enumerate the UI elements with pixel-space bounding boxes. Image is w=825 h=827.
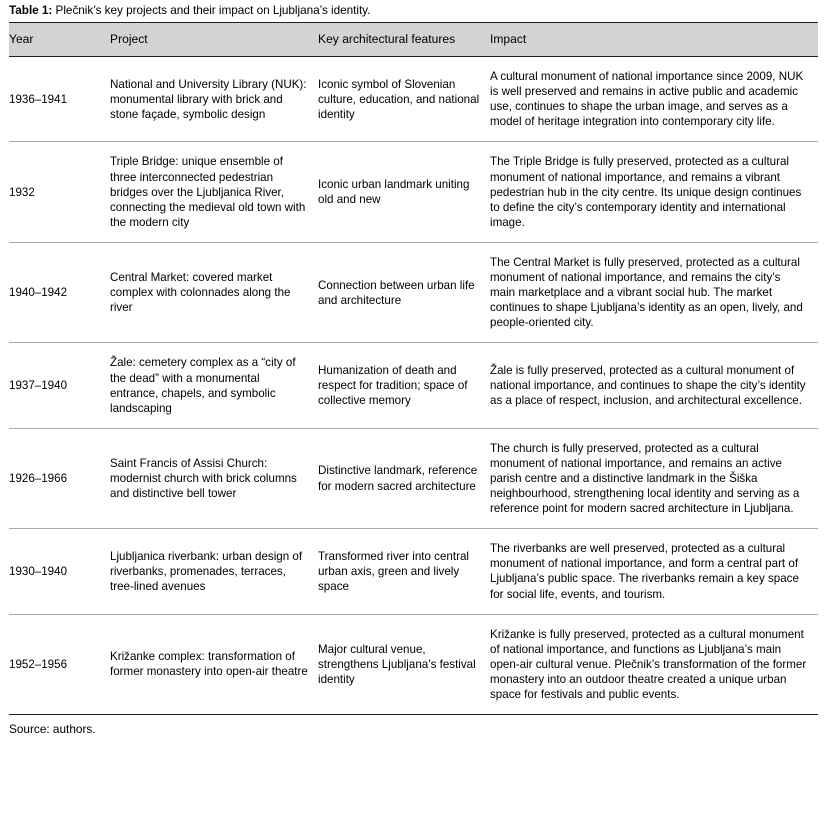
table-row <box>9 529 818 614</box>
cell-project: Triple Bridge: unique ensemble of three interconnected pedestrian bridges over the Ljubljanica River, connecting the medieval old town with the modern city <box>110 142 318 242</box>
cell-impact: The Central Market is fully preserved, protected as a cultural monument of national importance, and remains the city’s main marketplace and a vibrant social hub. The market continues to shape Ljubljana’s identity as an open, lively, and people-oriented city. <box>490 242 818 342</box>
table-row <box>9 428 818 528</box>
header-row <box>9 23 818 57</box>
table-body <box>9 57 818 715</box>
column-header-features: Key architectural features <box>318 23 490 57</box>
column-header-year: Year <box>9 23 110 57</box>
table-row <box>9 242 818 342</box>
table-header <box>9 23 818 57</box>
cell-features: Major cultural venue, strengthens Ljubljana’s festival identity <box>318 614 490 714</box>
table-container <box>9 22 818 715</box>
table-row <box>9 614 818 714</box>
cell-project: Saint Francis of Assisi Church: modernist church with brick columns and distinctive bell tower <box>110 428 318 528</box>
cell-year: 1952–1956 <box>9 614 110 714</box>
cell-project: Križanke complex: transformation of former monastery into open-air theatre <box>110 614 318 714</box>
cell-features: Iconic urban landmark uniting old and new <box>318 142 490 242</box>
cell-year: 1937–1940 <box>9 343 110 428</box>
cell-project: Ljubljanica riverbank: urban design of riverbanks, promenades, terraces, tree-lined avenues <box>110 529 318 614</box>
cell-features: Transformed river into central urban axis, green and lively space <box>318 529 490 614</box>
cell-features: Iconic symbol of Slovenian culture, education, and national identity <box>318 57 490 142</box>
cell-year: 1930–1940 <box>9 529 110 614</box>
cell-impact: The riverbanks are well preserved, protected as a cultural monument of national importance, and form a central part of Ljubljana’s public space. The riverbanks remain a key space for social life, events, and tourism. <box>490 529 818 614</box>
caption-text: Plečnik’s key projects and their impact on Ljubljana’s identity. <box>52 3 371 17</box>
cell-project: National and University Library (NUK): monumental library with brick and stone façade, symbolic design <box>110 57 318 142</box>
table-source-note: Source: authors. <box>9 722 96 737</box>
table-row <box>9 343 818 428</box>
cell-impact: The church is fully preserved, protected as a cultural monument of national importance, and remains an active parish centre and a distinctive landmark in the Šiška neighbourhood, strengthening local identity and serving as a reference point for modern sacred architecture in Ljubljana. <box>490 428 818 528</box>
cell-year: 1940–1942 <box>9 242 110 342</box>
cell-year: 1926–1966 <box>9 428 110 528</box>
table-row <box>9 142 818 242</box>
cell-features: Humanization of death and respect for tradition; space of collective memory <box>318 343 490 428</box>
cell-impact: The Triple Bridge is fully preserved, protected as a cultural monument of national importance, and remains a vibrant pedestrian hub in the city centre. Its unique design continues to define the city’s contemporary identity and international image. <box>490 142 818 242</box>
table-caption <box>0 0 825 22</box>
cell-year: 1936–1941 <box>9 57 110 142</box>
column-header-project: Project <box>110 23 318 57</box>
table-row <box>9 57 818 142</box>
caption-label: Table 1: <box>9 3 53 17</box>
cell-impact: A cultural monument of national importance since 2009, NUK is well preserved and remains in active public and academic use, continues to shape the urban image, and serves as a model of heritage integration into contemporary city life. <box>490 57 818 142</box>
cell-project: Central Market: covered market complex with colonnades along the river <box>110 242 318 342</box>
projects-table <box>9 22 818 715</box>
cell-features: Connection between urban life and architecture <box>318 242 490 342</box>
cell-impact: Križanke is fully preserved, protected as a cultural monument of national importance, and functions as Ljubljana’s main open-air cultural venue. Plečnik’s transformation of the former monastery into an outdoor theatre created a unique urban space for festivals and public events. <box>490 614 818 714</box>
cell-features: Distinctive landmark, reference for modern sacred architecture <box>318 428 490 528</box>
cell-impact: Žale is fully preserved, protected as a cultural monument of national importance, and continues to shape the city’s identity as a place of respect, inclusion, and architectural excellence. <box>490 343 818 428</box>
cell-project: Žale: cemetery complex as a “city of the dead” with a monumental entrance, chapels, and symbolic landscaping <box>110 343 318 428</box>
cell-year: 1932 <box>9 142 110 242</box>
column-header-impact: Impact <box>490 23 818 57</box>
